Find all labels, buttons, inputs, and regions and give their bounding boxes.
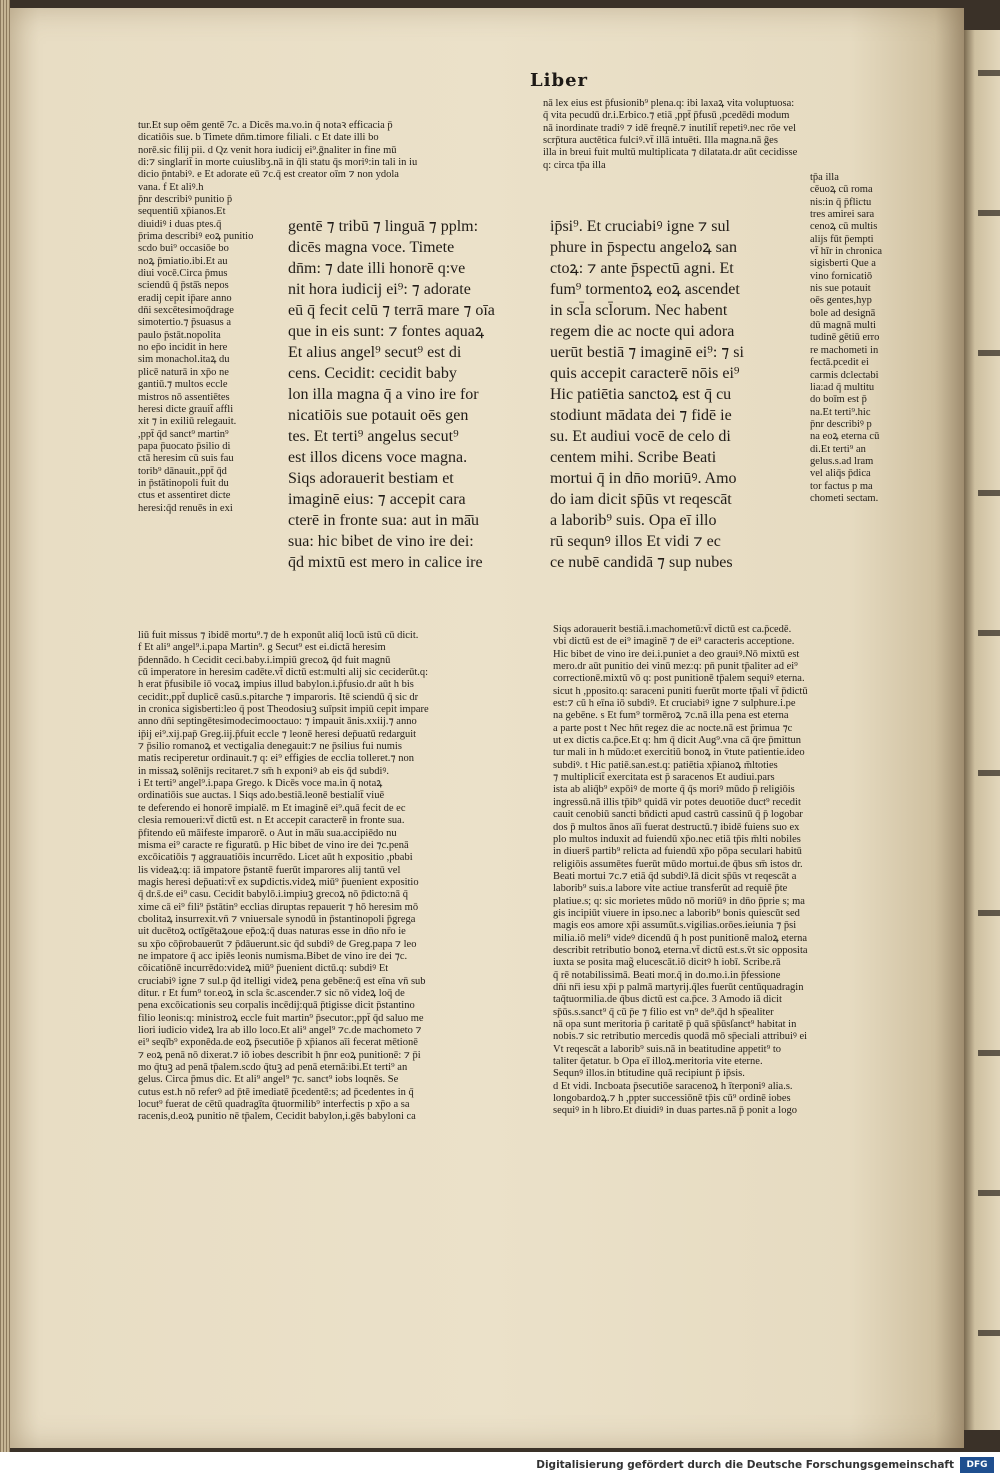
text-line: eradij cepit ip̄are anno (138, 292, 232, 304)
text-line: xime cā ei⁹ fili⁹ p̄stātin⁹ eccl̄ias diruptas repauerit ⁊ hō heresim mō (138, 901, 419, 913)
text-line: phure in p̄spectu angeloꝝ san (550, 239, 737, 256)
text-line: plicē naturā in xp̄o ne (138, 366, 229, 378)
text-line: sequiꝰ in h̄ libro.Et diuidiꝰ in duas partes.nā p̄ ponit a logo (553, 1105, 797, 1117)
text-line: ⁊ eoꝝ penā nō dixerat.⁊ iō iobes describit h̄ p̄nr eoꝝ punitionē: ⁊ p̄i (138, 1049, 421, 1061)
text-line: ip̄ij ei⁹.xij.pap̄ Greg.iij.p̄fuit eccl̄e ⁊ leonē heresi dep̄uatū redarguit (138, 728, 417, 740)
text-line: sciendū q̄ p̄stā̄s nepos (138, 280, 229, 292)
text-line: sigisberti Que a (810, 258, 876, 270)
text-line: q̄ dr.s̄.de ei⁹ casu. Cecidit babylō.i.impiuꝫ grecoꝝ nō p̄dicto:nā q̄ (138, 889, 408, 901)
text-line: su. Et audiui vocē de celo di (550, 428, 731, 445)
text-line: racenis,d.eoꝝ punitio nē tp̄alem, Cecidit babylon,i.gēs babyloni ca (138, 1111, 416, 1123)
footer-credit: Digitalisierung gefördert durch die Deutsche Forschungsgemeinschaft (536, 1459, 954, 1471)
text-line: Vt reqescāt a laborib⁹ suis.nā in beatitudine appetit⁹ to (553, 1043, 782, 1055)
text-line: excōicatiōis ⁊ aggrauatiōis incurrēdo. Licet aūt h̄ expositio ,pbabi (138, 852, 413, 864)
text-line: noꝝ p̄miatio.ibi.Et au (138, 255, 228, 267)
text-line: no ep̄o incidit in here (138, 342, 228, 354)
footer-bar (0, 1452, 1000, 1478)
text-line: centem mihi. Scribe Beati (550, 449, 717, 466)
text-line: cōicatiōnē incurrēdo:videꝝ miū⁹ p̄uenient dictū.q: subdiꝰ Et (138, 963, 389, 975)
text-line: sicut h̄ ,pposito.q: saraceni puniti fuerūt morte tp̄ali vt̄ p̄dictū (553, 685, 808, 697)
next-page-edge (964, 30, 1000, 1430)
main-text-right-column (550, 216, 805, 573)
text-line: uit ducētoꝝ octīgētaꝝoue ep̄oꝝ:q̄ duas naturas esse in dn̄o nr̄o ie (138, 926, 406, 938)
text-line: dn̄i nr̄i iesu xp̄i p palmā martyrij.q̄les fuerūt centūquadragin (553, 981, 804, 993)
text-line: di:⁊ singlarit̄ in morte cuiuslibʒ.nā in q̄li statu q̄s moriꝰ:in tali in iu (138, 157, 418, 169)
text-line: cū imperatore in heresim cadēte.vt̄ dictū est:multi alij sic ceciderūt.q: (138, 667, 429, 679)
text-line: q: circa tp̄a illa (543, 159, 606, 171)
text-line: uerūt bestiā ⁊ imaginē ei⁹: ⁊ si (550, 344, 744, 361)
text-line: regem die ac nocte qui adora (550, 323, 735, 340)
text-line: vel aliq̄s p̄dica (810, 468, 871, 480)
text-line: vino fornicatiō (810, 270, 873, 282)
text-line: eū q̄ fecit celū ⁊ terrā mare ⁊ oīa (288, 302, 495, 319)
text-line: in diuers̄ partib⁹ relicta ad fuiendū xp̄o pōpa seculari habitū (553, 846, 802, 858)
text-line: in p̄stātinopoli fuit du (138, 477, 229, 489)
text-line: vt̄ hīr in chronica (810, 246, 883, 258)
text-line: lia:ad q̄ multitu (810, 381, 875, 393)
text-line: cbolitaꝝ insurrexit.vn̄ ⁊ vniuersale synodū in p̄stantinopoli p̄grega (138, 913, 416, 925)
text-line: simotertio.⁊ p̄suasus a (138, 317, 232, 329)
text-line: carmis dclectabi (810, 369, 879, 381)
text-line: h̄ erat p̄fusibile iō vocaꝝ impius illud babylon.i.p̄fusio.dr aūt h̄ bis (138, 679, 414, 691)
text-line: platiue.s; q: sic morietes mūdo nō moriūꝰ in dn̄o p̄prie s; ma (553, 895, 805, 907)
bottom-left-commentary (138, 630, 538, 1124)
text-line: tes. Et terti⁹ angelus secut⁹ (288, 428, 459, 445)
text-line: taq̄tuormilia.de q̄bus dictū est ca.p̄ce. 3 Amodo iā dicit (553, 994, 782, 1006)
left-narrow-commentary (138, 194, 278, 515)
text-line: chometi sectam. (810, 492, 879, 504)
text-line: heresi:q̄d renuēs in exi (138, 502, 233, 514)
text-line: na eoꝝ eterna cū (810, 431, 880, 443)
text-line: liū fuit missus ⁊ ibidē mortu⁹.⁊ de h̄ exponūt aliq̄ locū istū cū dicit. (138, 630, 419, 641)
text-line: ingressū.nā illis tp̄ib⁹ quidā vir potes deuotiōe duct⁹ recedit (553, 796, 801, 808)
text-line: ce nubē candidā ⁊ sup nubes (550, 554, 733, 571)
text-line: rū sequnꝰ illos Et vidi ⁊ ec (550, 533, 721, 550)
text-line: Hic bibet de vino ire dei.i.puniet a deo grauiꝰ.Nō mixtū est (553, 648, 800, 660)
text-line: a laborib⁹ suis. Opa eī illo (550, 512, 717, 529)
text-line: anno dn̄i septingētesimodecimooctauo: ⁊ impauit ānis.xxiij.⁊ anno (138, 716, 417, 728)
text-line: subdiꝰ. t Hic patiē.san.est.q: patiētia xp̄ianoꝝ m̄ltoties (553, 759, 778, 771)
text-line: p̄dennādo. h Cecidit ceci.baby.i.impiū grecoꝝ q̄d fuit magnū (138, 654, 391, 666)
text-line: ei⁹ seqīb⁹ exponēda.de eoꝝ p̄secutiōe p̄ xp̄ianos aīi fecerat mētionē (138, 1037, 418, 1049)
text-line: cenoꝝ cū multis (810, 221, 878, 233)
text-line: do iam dicit sp̄ūs vt reqescāt (550, 491, 732, 508)
text-line: imaginē eius: ⁊ accepit cara (288, 491, 466, 508)
text-line: ctā heresim cū suis fau (138, 453, 234, 465)
text-line: misma ei⁹ caracte re figuratū. p Hic bibet de vino ire dei ⁊c.penā (138, 839, 409, 851)
text-line: Siqs adorauerit bestiam et (288, 470, 454, 487)
text-line: cauit cenobiū sancti bn̄dicti apud castrū cassinū q̄ p̄ logobar (553, 809, 803, 821)
text-line: ctus et assentiret dicte (138, 490, 231, 502)
text-line: longobardoꝝ.⁊ h̄ ,ppter successiōnē tp̄is cū⁹ ordinē iobes (553, 1093, 791, 1105)
text-line: ista ab aliq̄b⁹ expōiꝰ de morte q̄ q̄s moriꝰ mūdo p̄ religiōis (553, 784, 795, 796)
text-line: bole ad designā (810, 307, 876, 319)
text-line: ditur. r Et fum⁹ tor.eoꝝ in scl̄a s̄c.ascender.⁊ sic nō videꝝ loq̄ de (138, 987, 405, 999)
text-line: quis accepit caracterē nōis ei⁹ (550, 365, 740, 382)
text-line: scrp̄tura auctētica fulciꝰ.vt̄ illā intuēti. Illa magna.nā ḡes (543, 135, 778, 147)
text-line: magis heresi dep̄uati:vt̄ ex suꝑdictis.videꝝ miū⁹ p̄uenient expositio (138, 876, 419, 888)
text-line: cens. Cecidit: cecidit baby (288, 365, 457, 382)
text-line: diuidiꝰ i duas ptes.q̄ (138, 218, 222, 230)
text-line: re machometi in (810, 344, 879, 356)
text-line: q̄ vita pecudū dr.i.Erbico.⁊ etiā ,ppt̄ p̄fusū ,pcedēdi modum (543, 110, 790, 122)
text-line: te deferendo ei honorē impialē. m Et imaginē ei⁹.quā fecit de ec (138, 802, 406, 814)
text-line: nobis.⁊ sic retributio mercedis quodā mō sp̄eciali attribuiꝰ ei (553, 1031, 808, 1043)
main-text-left-column (288, 216, 543, 573)
text-line: in cronica sigisberti:leo q̄ post Theodosiuꝫ suīpsit impiū cepit impare (138, 704, 429, 716)
text-line: plo multos induxit ad fuiendū xp̄o.nec etiā tp̄is m̄lti nobiles (553, 833, 801, 845)
text-line: fectā.pcedit ei (810, 357, 869, 369)
text-line: papa p̄uocato p̄silio di (138, 440, 231, 452)
text-line: dicatiōis sue. b Timete dn̄m.timore filiali. c Et date illi bo (138, 132, 379, 144)
text-line: gelus. Circa p̄mus dic. Et ali⁹ angel⁹ ⁊c. sanct⁹ iob̄s loqnēs. Se (138, 1074, 399, 1086)
text-line: nicatiōis sue potauit oēs gen (288, 407, 469, 424)
text-line: in missaꝝ solēnijs recitaret.⁊ sm̄ h̄ exponiꝰ ab eis q̄d subdiꝰ. (138, 765, 390, 777)
text-line: diui vocē.Circa p̄mus (138, 268, 228, 280)
text-line: que in eis sunt: ⁊ fontes aquaꝝ (288, 323, 485, 340)
text-line: p̄nr describiꝰ punitio p̄ (138, 194, 233, 205)
text-line: Sequnꝰ illos.in btitudine quā recipiunt p̄ ip̄sis. (553, 1068, 745, 1080)
text-line: ip̄si⁹. Et cruciabiꝰ igne ⁊ sul (550, 218, 730, 235)
dfg-logo: DFG (960, 1457, 994, 1473)
text-line: do boīm est p̄ (810, 394, 867, 406)
text-line: d Et vidi. Incboata p̄secutiōe saracenoꝝ h̄ īterponiꝰ alia.s. (553, 1080, 793, 1092)
text-line: sim monachol.itaꝝ du (138, 354, 230, 366)
text-line: filio leonis:q: ministroꝝ eccl̄e fuit martin⁹ p̄secutor:,ppt̄ q̄d saluo me (138, 1012, 424, 1024)
text-line: dn̄m: ⁊ date illi honorē q:ve (288, 260, 466, 277)
text-line: liori iudicio videꝝ l̄ra ab illo loco.Et ali⁹ angel⁹ ⁊c.de machometo ⁊ (138, 1025, 422, 1036)
text-line: ⁊ multiplicit̄ exercitata est p̄ saracenos Et audiui.pars (553, 772, 775, 784)
text-line: nis:in q̄ p̄flictu (810, 196, 872, 208)
text-line: est illos dicens voce magna. (288, 449, 468, 466)
text-line: fum⁹ tormentoꝝ eoꝝ ascendet (550, 281, 740, 298)
text-line: di.Et terti⁹ an (810, 443, 866, 455)
text-line: correctionē.mixtū vō q: post punitionē tp̄alem sequiꝰ eterna. (553, 673, 805, 685)
text-line: matis reciperetur ordinauit.⁊ q: ei⁹ effigies de eccl̄ia tolleret.⁊ non (138, 753, 415, 765)
text-line: ordinatiōis sue auctas. l Siqs ado.bestiā.leonē bestialit̄ viuē (138, 790, 385, 802)
text-line: magis eos amore xp̄i assumūt.s.vigilias.orōes.ieiunia ⁊ p̄si (553, 920, 797, 932)
running-head: Liber (530, 70, 589, 91)
text-line: taliter q̄etatur. b Opa eī illoꝝ.meritoria vite eterne. (553, 1056, 763, 1068)
text-line: p̄nr describiꝰ p (810, 418, 872, 430)
text-line: dū magnā multi (810, 320, 876, 332)
text-line: tudinē gētiū erro (810, 332, 880, 344)
text-line: f Et ali⁹ angel⁹.i.papa Martin⁹. g Secut⁹ est ei.dictā heresim (138, 642, 386, 654)
text-line: mistros nō assentiētes (138, 391, 230, 403)
top-left-commentary (138, 120, 523, 194)
text-line: nā lex eius est p̄fusionib⁹ plena.q: ibi laxaꝝ vita voluptuosa: (543, 98, 795, 109)
text-line: nis sue potauit (810, 283, 871, 295)
text-line: mero.dr aūt punitio dei vinū mez:q: pn̄ punit tp̄aliter ad ei⁹ (553, 661, 798, 673)
text-line: cecidit:,ppt̄ duplicē casū.s.pitarche ⁊ imparoris. Itē sciendū q̄ sic dr (138, 691, 419, 703)
text-line: a parte post t Nec hn̄t regez die ac nocte.nā est p̄rimua ⁊c (553, 722, 793, 734)
text-line: ne impatore q̄ acc ipiēs leonis numisma.Bibet de vino ire dei ⁊c. (138, 950, 408, 962)
text-line: sequentiū xp̄ianos.Et (138, 206, 226, 218)
text-line: p̄fitendo eū māifeste imparorē. o Aut in mā̄u sua.accipiēdo nu (138, 827, 397, 839)
text-line: milia.iō meli⁹ videꝰ dicendū q̄ h̄ post punitionē maloꝝ eterna (553, 932, 808, 944)
text-line: norē.sic filij pii. d Qz venit hora iudicij ei⁹.ḡnaliter in fine mū (138, 144, 397, 156)
text-line: sua: hic bibet de vino ire dei: (288, 533, 474, 550)
text-line: dicio p̄ntabiꝰ. e Et adorate eū ⁊c.q̄ est creator oīm ⁊ non ydola (138, 169, 399, 181)
text-line: illa in breui fuit multū multiplicata ⁊ dilatata.dr aūt cecidisse (543, 147, 798, 159)
text-line: dn̄i sexcētesimoq̄drage (138, 305, 234, 317)
text-line: in scl̄a scl̄orum. Nec habent (550, 302, 728, 319)
text-line: clesia remoueri:vt̄ dictū est. n Et accepit caracterē in fronte sua. (138, 815, 405, 827)
text-line: vbi dictū est de ei⁹ imaginē ⁊ de ei⁹ caracteris acceptione. (553, 636, 795, 648)
text-line: iuxta se posita mag̃ elucescāt.iō dicitꝰ h̄ iobī. Scribe.rā (553, 957, 781, 969)
text-line: gis incipiūt viuere in ipso.nec a laborib⁹ bonis quiescūt sed (553, 907, 800, 919)
text-line: gelus.s.ad lram (810, 455, 874, 467)
text-line: nit hora iudicij ei⁹: ⁊ adorate (288, 281, 471, 298)
text-line: lis videaꝝ:q: iā impatore p̄stantē fuerūt imparores alij tantū vel (138, 864, 401, 876)
text-line: cterē in fronte sua: aut in mā̄u (288, 512, 480, 529)
text-line: sp̄ūs.s.sanct⁹ q̄ cū p̄e ⁊ filio est vn⁹ de⁹.q̄d h̄ sp̄ealiter (553, 1006, 774, 1018)
text-line: nā inordinate tradiꝰ ⁊ idē freqnē.⁊ inutilit̄ repetiꝰ.nec rōe vel (543, 122, 796, 134)
text-line: cutus est.h̄ nō referꝰ ad p̄tē imediatē p̄cedentē:s; ad p̄cedentes in q̄ (138, 1086, 414, 1098)
text-line: ut ex dictis ca.p̄ce.Et q: h̄m q̄ dicit Aug⁹.vna cā q̄re p̄mittun (553, 735, 802, 747)
text-line: torib⁹ dānauit.,ppt̄ q̄d (138, 465, 227, 477)
text-line: tp̄a illa (810, 172, 839, 183)
text-line: Beati mortui ⁊c.⁊ etiā q̄d subdiꝰ.Iā dicit sp̄ūs vt reqescāt a (553, 870, 797, 882)
text-line: gantiū.⁊ multos eccle (138, 379, 228, 391)
text-line: i Et terti⁹ angel⁹.i.papa Grego. k Dicēs voce ma.in q̄ notaꝝ (138, 778, 383, 790)
text-line: su xp̄o cōp̄robauerūt ⁊ p̄dāuerunt.sic q̄d subdiꝰ de Greg.papa ⁊ leo (138, 938, 417, 950)
text-line: vana. f Et aliꝰ.h (138, 181, 204, 193)
text-line: tur mali in h̄ mūdo:et exercitiū bonoꝝ in v̄tute patientie.ideo (553, 747, 805, 759)
text-line: alijs fūt p̄empti (810, 233, 874, 245)
bottom-right-commentary (553, 624, 948, 1118)
text-line: q̄d mixtū est mero in calice ire (288, 554, 483, 571)
text-line: na.Et terti⁹.hic (810, 406, 871, 418)
text-line: tur.Et sup oēm gentē 7c. a Dicēs ma.vo.in q̄ notaꝛ efficacia p̄ (138, 120, 393, 131)
text-line: oēs gentes,hyp (810, 295, 872, 307)
book-page (10, 8, 964, 1448)
text-line: dicēs magna voce. Timete (288, 239, 455, 256)
text-line: ⁊ p̄silio romanoꝝ et vectigalia denegauit:⁊ ne p̄silius fui numis (138, 741, 402, 753)
text-line: gentē ⁊ tribū ⁊ linguā ⁊ pplm: (288, 218, 479, 235)
text-line: na gebēne. s Et fum⁹ tormēroꝝ ⁊c.nā illa pena est eterna (553, 710, 789, 722)
text-line: cruciabiꝰ igne ⁊ sul.p q̄d itelligi videꝝ pena gebēne:q̄ est eīna vn̄ sub (138, 975, 426, 987)
text-line: heresi dicte grauit̄ affli (138, 403, 234, 415)
text-line: ,ppt̄ q̄d sanct⁹ martin⁹ (138, 428, 229, 440)
text-line: dos p̄ multos ānos aīi fuerat destructū.⁊ ibidē fuiens suo ex (553, 821, 800, 833)
top-right-commentary (543, 98, 943, 172)
text-line: mo q̄tuꝫ ad penā tp̄alem.scd̄o q̄tuꝫ ad penā eternā:ibi.Et terti⁹ an (138, 1062, 408, 1074)
text-line: locut⁹ fuerat de cētū quadragīta q̄tuormilib⁹ interfectis p xp̄o a sa (138, 1099, 410, 1111)
text-line: describit retributio bonoꝝ eterna.vt̄ dictū est.s.v̄t sic opposita (553, 944, 808, 956)
text-line: mortui q̄ in dn̄o moriūꝰ. Amo (550, 470, 737, 487)
text-line: est:⁊ cū h̄ eīna iō subdiꝰ. Et cruciabiꝰ igne ⁊ sulphure.i.pe (553, 698, 796, 710)
text-line: lon illa magna q̄ a vino ire for (288, 386, 479, 403)
text-line: nā opa sunt meritoria p̄ caritatē p̄ quā sp̄ūsſanct⁹ habitat in (553, 1019, 797, 1030)
page-edge-left (0, 0, 10, 1452)
text-line: Siqs adorauerit bestiā.i.machometū:vt̄ dictū est ca.p̄cedē. (553, 624, 792, 635)
text-line: paulo p̄stāt.nopolita (138, 329, 221, 341)
text-line: tor factus p ma (810, 480, 873, 492)
text-line: pena excōicationis seu corpalis incēdij:quā p̄tigisse dicit p̄stantino (138, 1000, 415, 1012)
text-line: cēuoꝝ cū roma (810, 184, 873, 196)
text-line: ctoꝝ: ⁊ ante p̄spectū agni. Et (550, 260, 734, 277)
text-line: laborib⁹ suis.a labore vite actiue transferūt ad requiē p̄te (553, 883, 788, 895)
text-line: Hic patiētia sanctoꝝ est q̄ cu (550, 386, 732, 403)
text-line: xit ⁊ in exiliū relegauit. (138, 416, 237, 428)
text-line: scd̄o bui⁹ occasiōe bo (138, 243, 229, 255)
text-line: tres amirei sara (810, 209, 875, 221)
text-line: q̄ rē notabilissimā. Beati mor.q̄ in do.mo.i.in p̄fessione (553, 969, 781, 981)
text-line: Et alius angel⁹ secut⁹ est di (288, 344, 462, 361)
text-line: stodiunt mādata dei ⁊ fidē ie (550, 407, 732, 424)
text-line: religiōis assumētes fuerūt mūdo mortui.de q̄bus sm̄ istos d̄r. (553, 858, 803, 870)
text-line: p̄rima describiꝰ eoꝝ punitio (138, 231, 254, 243)
right-narrow-commentary (810, 172, 930, 505)
